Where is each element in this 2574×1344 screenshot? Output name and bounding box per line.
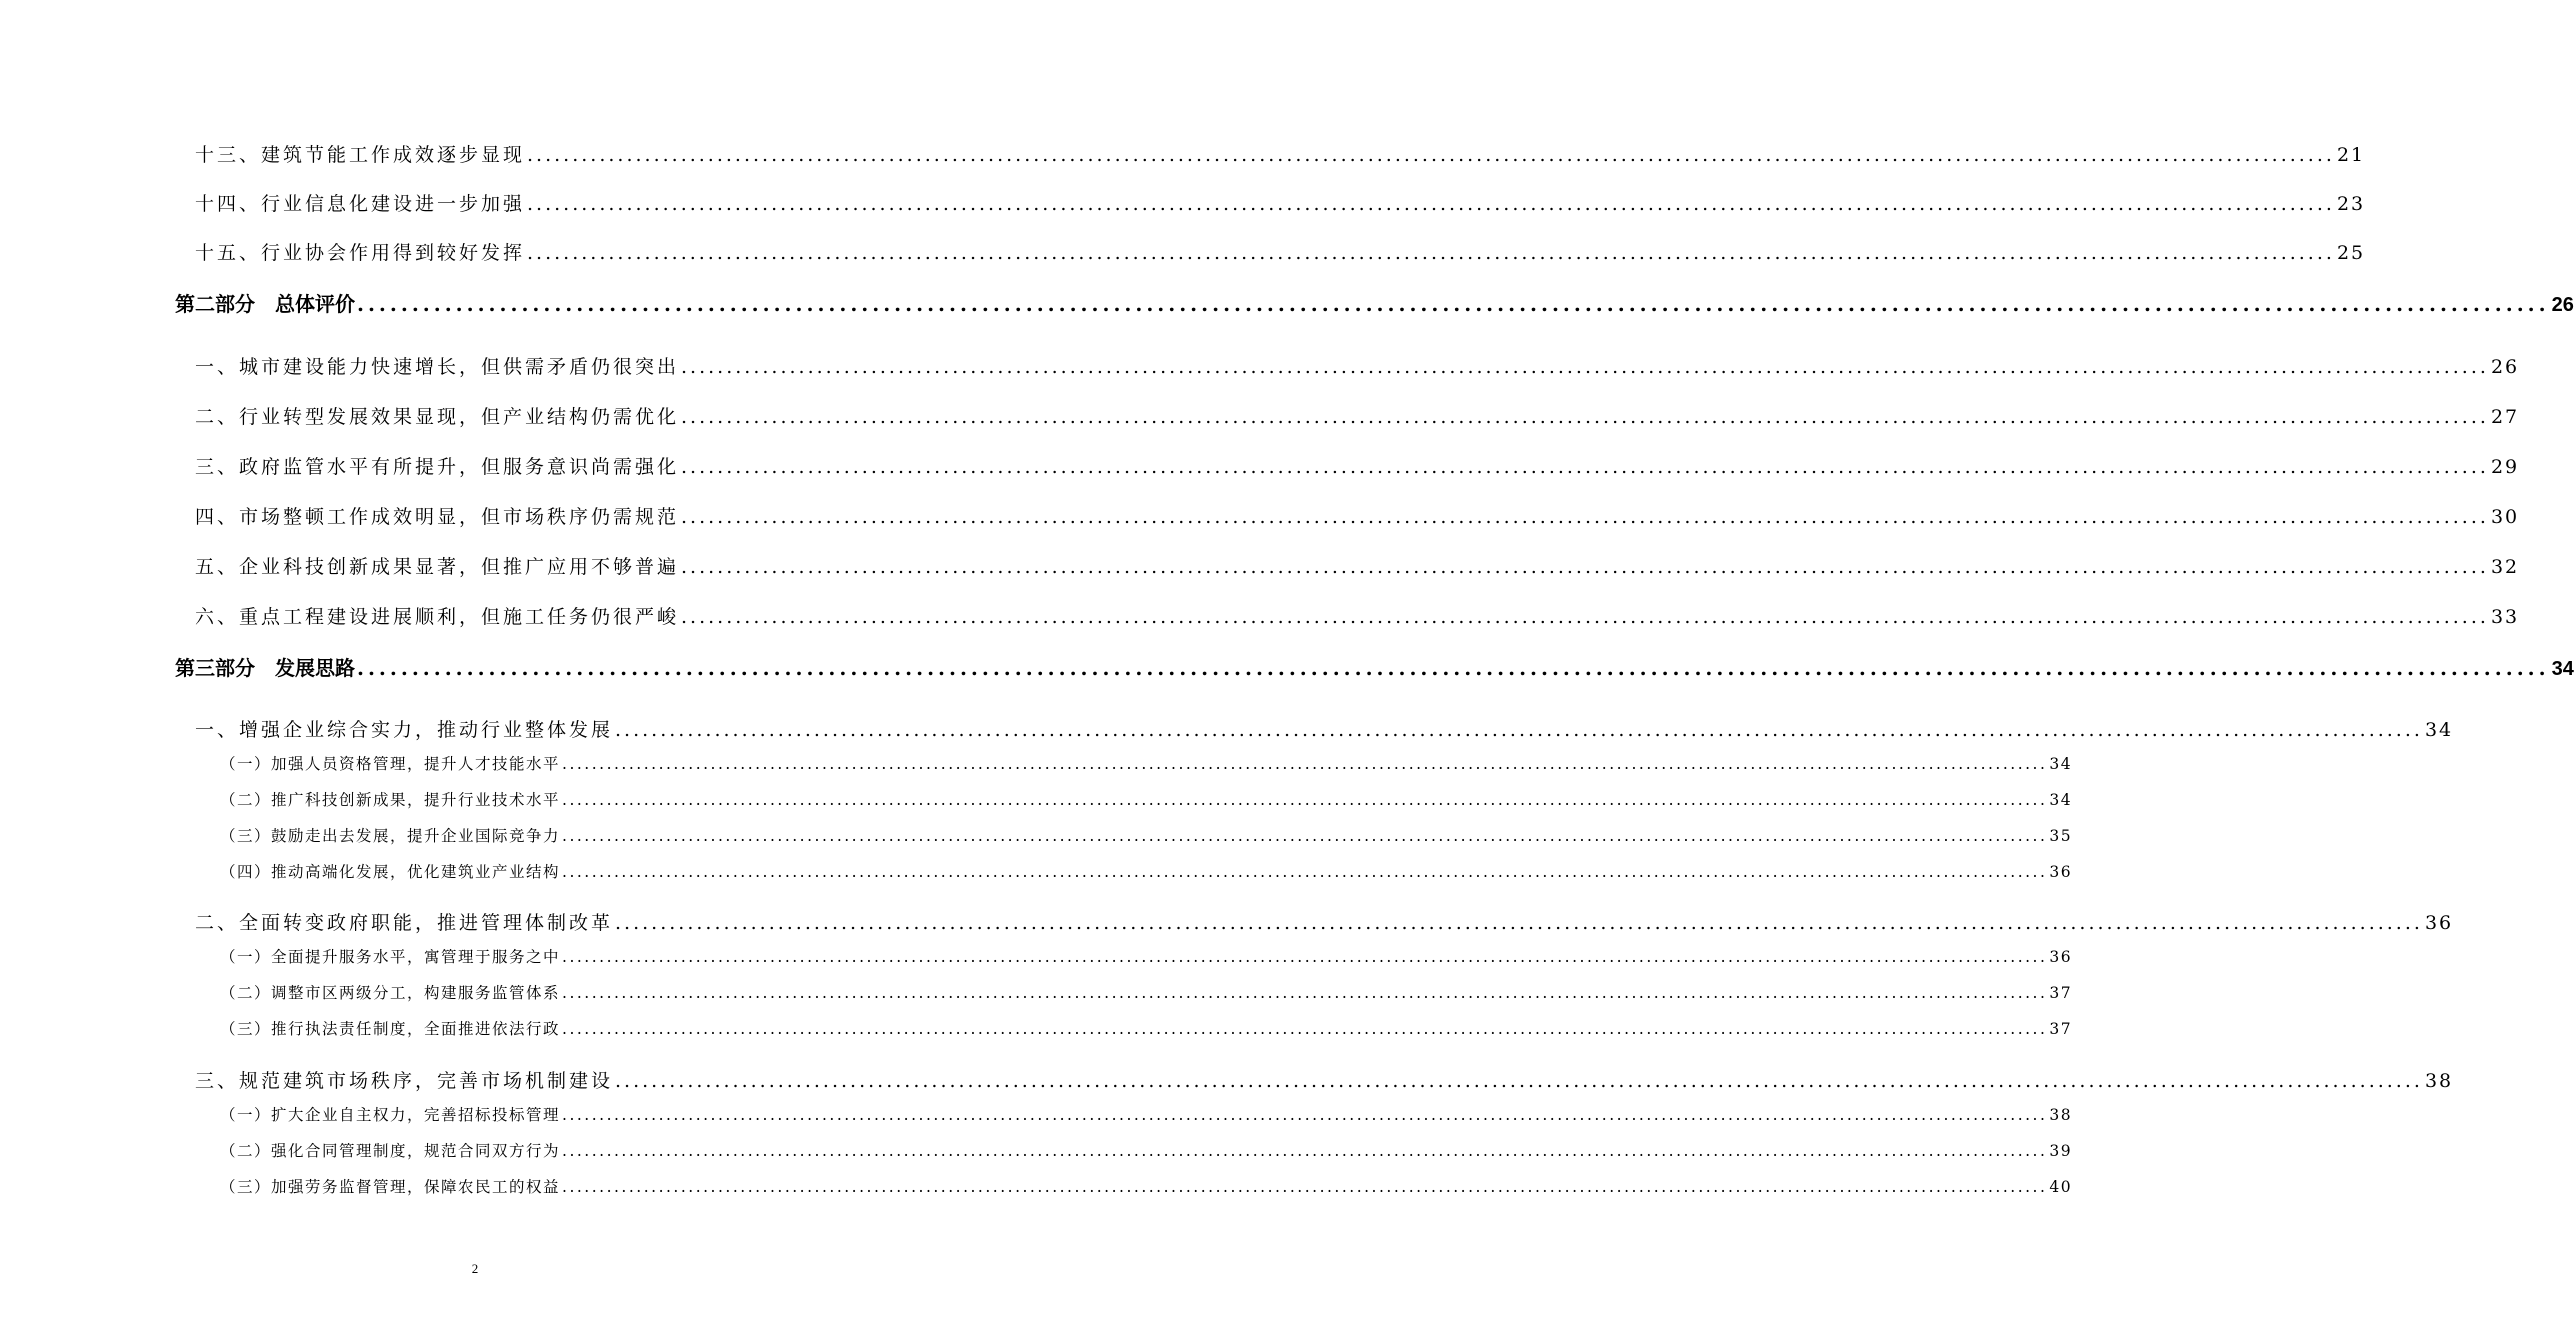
toc-entry-title: （一）加强人员资格管理，提升人才技能水平 <box>220 755 561 773</box>
toc-leader-dots: ........................................................................................................................................................................................................ <box>562 755 2048 773</box>
toc-entry[interactable] <box>220 1017 2073 1039</box>
page-number: 2 <box>471 1261 479 1276</box>
toc-entry[interactable] <box>175 288 2574 317</box>
toc-entry[interactable] <box>195 452 2520 479</box>
toc-entry-page: 37 <box>2049 984 2073 1002</box>
toc-entry[interactable] <box>195 140 2366 167</box>
toc-entry-title: 十五、行业协会作用得到较好发挥 <box>195 242 526 264</box>
toc-entry-page: 34 <box>2424 719 2454 741</box>
toc-entry-title: 三、规范建筑市场秩序，完善市场机制建设 <box>195 1070 614 1092</box>
toc-leader-dots: ........................................................................................................................................................................................................ <box>562 791 2048 809</box>
toc-leader-dots: ........................................................................................................................................................................................................ <box>562 1020 2048 1038</box>
toc-entry-title: 一、城市建设能力快速增长，但供需矛盾仍很突出 <box>195 356 680 378</box>
toc-entry-title: （三）加强劳务监督管理，保障农民工的权益 <box>220 1178 561 1196</box>
toc-entry-page: 36 <box>2424 912 2454 934</box>
toc-entry-page: 21 <box>2336 144 2366 166</box>
toc-leader-dots: ........................................................................................................................................................................................................ <box>681 456 2489 478</box>
toc-entry-page: 38 <box>2049 1106 2073 1124</box>
toc-entry-title: 二、行业转型发展效果显现，但产业结构仍需优化 <box>195 406 680 428</box>
toc-entry-title: 十三、建筑节能工作成效逐步显现 <box>195 144 526 166</box>
toc-entry-page: 36 <box>2049 948 2073 966</box>
toc-entry-title: （二）强化合同管理制度，规范合同双方行为 <box>220 1142 561 1160</box>
toc-entry-page: 26 <box>2551 294 2574 316</box>
toc-entry[interactable] <box>195 1066 2454 1093</box>
toc-entry-title: 四、市场整顿工作成效明显，但市场秩序仍需规范 <box>195 506 680 528</box>
toc-entry[interactable] <box>220 1103 2073 1125</box>
toc-leader-dots: ........................................................................................................................................................................................................ <box>527 193 2335 215</box>
toc-entry[interactable] <box>195 552 2520 579</box>
toc-entry[interactable] <box>195 189 2366 216</box>
toc-entry[interactable] <box>220 1139 2073 1161</box>
toc-entry[interactable] <box>220 824 2073 846</box>
toc-entry[interactable] <box>195 238 2366 265</box>
toc-entry-page: 25 <box>2336 242 2366 264</box>
toc-entry-title: 第二部分 总体评价 <box>175 292 355 316</box>
toc-entry-title: 五、企业科技创新成果显著，但推广应用不够普遍 <box>195 556 680 578</box>
toc-leader-dots: ........................................................................................................................................................................................................ <box>681 556 2489 578</box>
toc-leader-dots: ........................................................................................................................................................................................................ <box>357 292 2550 316</box>
toc-leader-dots: ........................................................................................................................................................................................................ <box>357 656 2550 680</box>
toc-entry[interactable] <box>220 945 2073 967</box>
toc-leader-dots: ........................................................................................................................................................................................................ <box>615 719 2423 741</box>
toc-leader-dots: ........................................................................................................................................................................................................ <box>562 863 2048 881</box>
toc-leader-dots: ........................................................................................................................................................................................................ <box>562 827 2048 845</box>
toc-entry[interactable] <box>220 1175 2073 1197</box>
toc-entry-page: 34 <box>2049 755 2073 773</box>
toc-leader-dots: ........................................................................................................................................................................................................ <box>681 356 2489 378</box>
toc-entry-title: （二）推广科技创新成果，提升行业技术水平 <box>220 791 561 809</box>
toc-entry[interactable] <box>195 602 2520 629</box>
toc-entry[interactable] <box>195 402 2520 429</box>
toc-entry[interactable] <box>220 860 2073 882</box>
toc-entry-page: 26 <box>2490 356 2520 378</box>
toc-entry[interactable] <box>220 981 2073 1003</box>
toc-leader-dots: ........................................................................................................................................................................................................ <box>615 1070 2423 1092</box>
toc-entry-title: （三）鼓励走出去发展，提升企业国际竞争力 <box>220 827 561 845</box>
toc-entry[interactable] <box>195 502 2520 529</box>
toc-entry[interactable] <box>220 752 2073 774</box>
toc-entry-page: 37 <box>2049 1020 2073 1038</box>
toc-entry[interactable] <box>220 788 2073 810</box>
toc-leader-dots: ........................................................................................................................................................................................................ <box>562 1142 2048 1160</box>
toc-entry-title: 六、重点工程建设进展顺利，但施工任务仍很严峻 <box>195 606 680 628</box>
toc-entry-page: 27 <box>2490 406 2520 428</box>
toc-leader-dots: ........................................................................................................................................................................................................ <box>562 948 2048 966</box>
toc-leader-dots: ........................................................................................................................................................................................................ <box>681 406 2489 428</box>
toc-entry[interactable] <box>195 352 2520 379</box>
toc-entry[interactable] <box>195 715 2454 742</box>
toc-entry-page: 34 <box>2049 791 2073 809</box>
toc-entry-title: 二、全面转变政府职能，推进管理体制改革 <box>195 912 614 934</box>
toc-leader-dots: ........................................................................................................................................................................................................ <box>681 506 2489 528</box>
toc-entry-page: 29 <box>2490 456 2520 478</box>
toc-entry-title: （四）推动高端化发展，优化建筑业产业结构 <box>220 863 561 881</box>
toc-entry-page: 35 <box>2049 827 2073 845</box>
toc-entry[interactable] <box>195 908 2454 935</box>
toc-entry-title: （二）调整市区两级分工，构建服务监管体系 <box>220 984 561 1002</box>
toc-entry-title: 第三部分 发展思路 <box>175 656 355 680</box>
toc-leader-dots: ........................................................................................................................................................................................................ <box>562 1106 2048 1124</box>
toc-entry-page: 39 <box>2049 1142 2073 1160</box>
toc-entry-title: 三、政府监管水平有所提升，但服务意识尚需强化 <box>195 456 680 478</box>
toc-entry-page: 34 <box>2551 658 2574 680</box>
toc-entry-title: 一、增强企业综合实力，推动行业整体发展 <box>195 719 614 741</box>
toc-entry-page: 40 <box>2049 1178 2073 1196</box>
toc-leader-dots: ........................................................................................................................................................................................................ <box>527 144 2335 166</box>
toc-entry-title: （三）推行执法责任制度，全面推进依法行政 <box>220 1020 561 1038</box>
toc-entry[interactable] <box>175 652 2574 681</box>
toc-leader-dots: ........................................................................................................................................................................................................ <box>615 912 2423 934</box>
toc-entry-title: 十四、行业信息化建设进一步加强 <box>195 193 526 215</box>
toc-entry-page: 36 <box>2049 863 2073 881</box>
toc-entry-page: 38 <box>2424 1070 2454 1092</box>
toc-entry-title: （一）全面提升服务水平，寓管理于服务之中 <box>220 948 561 966</box>
toc-entry-page: 33 <box>2490 606 2520 628</box>
toc-leader-dots: ........................................................................................................................................................................................................ <box>562 984 2048 1002</box>
toc-entry-page: 23 <box>2336 193 2366 215</box>
toc-leader-dots: ........................................................................................................................................................................................................ <box>681 606 2489 628</box>
toc-leader-dots: ........................................................................................................................................................................................................ <box>527 242 2335 264</box>
toc-leader-dots: ........................................................................................................................................................................................................ <box>562 1178 2048 1196</box>
toc-entry-page: 32 <box>2490 556 2520 578</box>
toc-entry-page: 30 <box>2490 506 2520 528</box>
toc-entry-title: （一）扩大企业自主权力，完善招标投标管理 <box>220 1106 561 1124</box>
